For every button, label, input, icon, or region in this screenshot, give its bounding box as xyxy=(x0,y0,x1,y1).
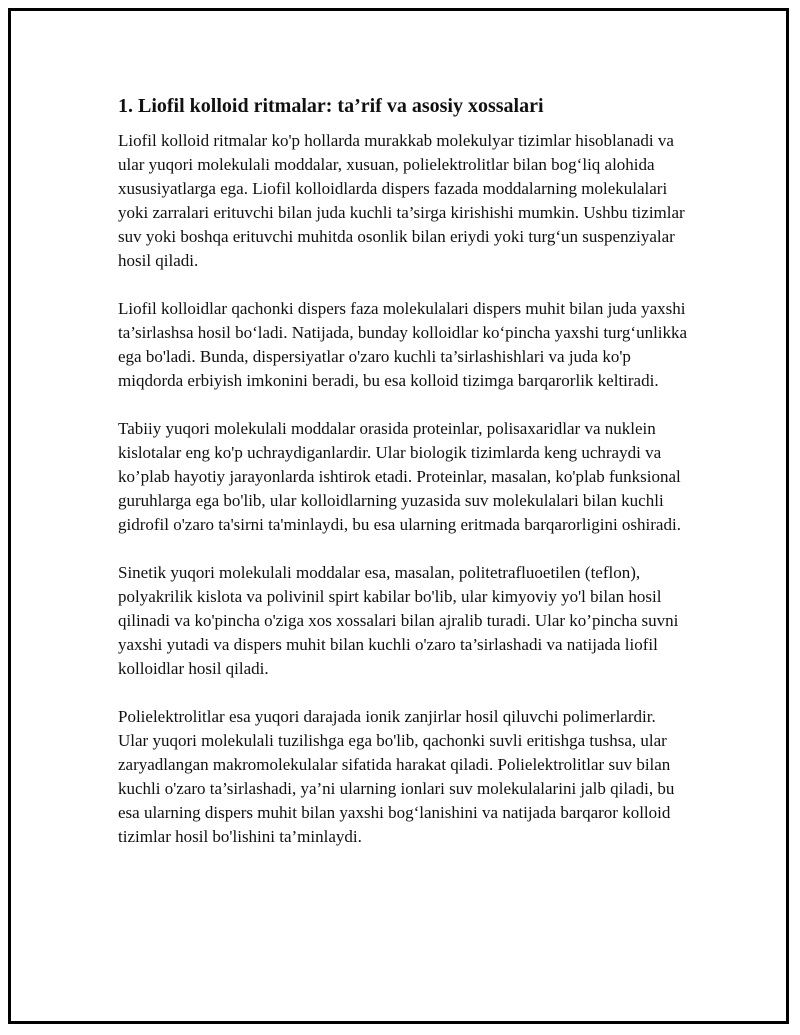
paragraph-1: Liofil kolloid ritmalar ko'p hollarda murakkab molekulyar tizimlar hisoblanadi va ular yuqori molekulali moddalar, xusuan, polielektrolitlar bilan bog‘liq alohida xususiyatlarga ega. Liofil kolloidlarda dispers fazada moddalarning molekulalari yoki zarralari erituvchi bilan juda kuchli ta’sirga kirishishi mumkin. Ushbu tizimlar suv yoki boshqa erituvchi muhitda osonlik bilan eriydi yoki turg‘un suspenziyalar hosil qiladi. xyxy=(118,131,685,270)
paragraph-5: Polielektrolitlar esa yuqori darajada ionik zanjirlar hosil qiluvchi polimerlardir. Ular yuqori molekulali tuzilishga ega bo'lib, qachonki suvli eritishga tushsa, ular zaryadlangan makromolekulalar sifatida harakat qiladi. Polielektrolitlar suv bilan kuchli o'zaro ta’sirlashadi, ya’ni ularning ionlari suv molekulalarini jalb qiladi, bu esa ularning dispers muhit bilan yaxshi bog‘lanishini va natijada barqaror kolloid tizimlar hosil bo'lishini ta’minlaydi. xyxy=(118,707,675,846)
paragraph-2: Liofil kolloidlar qachonki dispers faza molekulalari dispers muhit bilan juda yaxshi ta’sirlashsa hosil bo‘ladi. Natijada, bunday kolloidlar ko‘pincha yaxshi turg‘unlikka ega bo'ladi. Bunda, dispersiyatlar o'zaro kuchli ta’sirlashishlari va juda ko'p miqdorda erbiyish imkonini beradi, bu esa kolloid tizimga barqarorlik keltiradi. xyxy=(118,299,688,390)
document-body xyxy=(118,93,688,873)
paragraph-4: Sinetik yuqori molekulali moddalar esa, masalan, politetrafluoetilen (teflon), polyakrilik kislota va polivinil spirt kabilar bo'lib, ular kimyoviy yo'l bilan hosil qilinadi va ko'pincha o'ziga xos xossalari bilan ajralib turadi. Ular ko’pincha suvni yaxshi yutadi va dispers muhit bilan kuchli o'zaro ta’sirlashadi va natijada liofil kolloidlar hosil qiladi. xyxy=(118,563,679,678)
section-heading: 1. Liofil kolloid ritmalar: ta’rif va asosiy xossalari xyxy=(118,95,544,117)
paragraph-3: Tabiiy yuqori molekulali moddalar orasida proteinlar, polisaxaridlar va nuklein kislotalar eng ko'p uchraydiganlardir. Ular biologik tizimlarda keng uchraydi va ko’plab hayotiy jarayonlarda ishtirok etadi. Proteinlar, masalan, ko'plab funksional guruhlarga ega bo'lib, ular kolloidlarning yuzasida suv molekulalari bilan kuchli gidrofil o'zaro ta'sirni ta'minlaydi, bu esa ularning eritmada barqarorligini oshiradi. xyxy=(118,419,681,534)
